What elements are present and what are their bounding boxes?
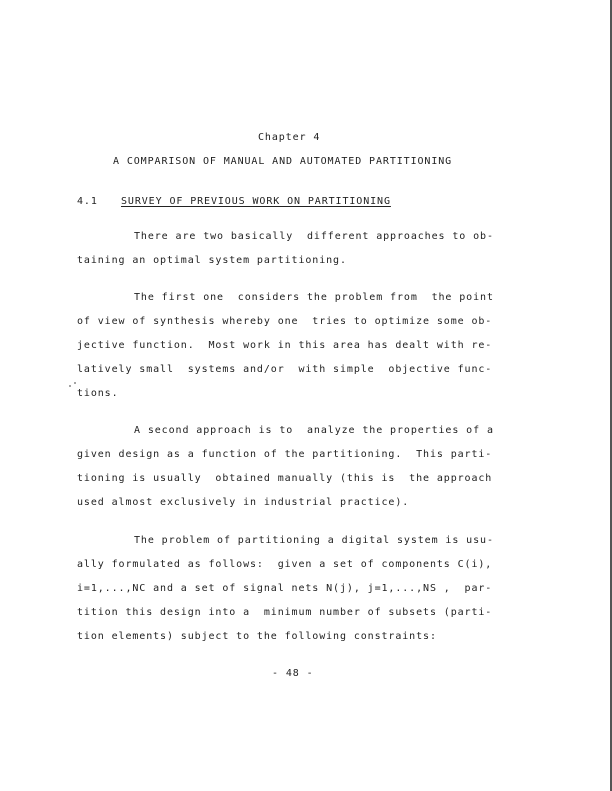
paragraph-4-line-2: ally formulated as follows: given a set of components C(i), — [77, 559, 493, 570]
paragraph-2-line-2: of view of synthesis whereby one tries to optimize some ob- — [77, 316, 493, 327]
paragraph-3-line-1: A second approach is to analyze the properties of a — [134, 425, 494, 436]
paragraph-4-line-1: The problem of partitioning a digital system is usu- — [134, 535, 494, 546]
paragraph-4-line-3: i=1,...,NC and a set of signal nets N(j), j=1,...,NS , par- — [77, 583, 493, 594]
paragraph-2-line-5: tions. — [77, 388, 119, 399]
paragraph-1-line-1: There are two basically different approaches to ob- — [134, 231, 494, 242]
paragraph-3-line-3: tioning is usually obtained manually (this is the approach — [77, 473, 493, 484]
paragraph-4-line-5: tion elements) subject to the following constraints: — [77, 631, 437, 642]
section-title: SURVEY OF PREVIOUS WORK ON PARTITIONING — [121, 196, 391, 207]
paragraph-3-line-4: used almost exclusively in industrial practice). — [77, 497, 410, 508]
paragraph-2-line-1: The first one considers the problem from the point — [134, 292, 494, 303]
paragraph-2-line-4: latively small systems and/or with simple objective func- — [77, 364, 493, 375]
page-number: - 48 - — [272, 668, 314, 679]
paragraph-3-line-2: given design as a function of the partitioning. This parti- — [77, 449, 493, 460]
paragraph-1-line-2: taining an optimal system partitioning. — [77, 255, 347, 266]
scan-speck — [69, 385, 71, 387]
chapter-heading: Chapter 4 — [258, 132, 321, 143]
paragraph-4-line-4: tition this design into a minimum number of subsets (parti- — [77, 607, 493, 618]
chapter-title: A COMPARISON OF MANUAL AND AUTOMATED PARTITIONING — [113, 156, 453, 167]
scan-speck — [74, 382, 76, 384]
section-number: 4.1 — [77, 196, 98, 207]
paragraph-2-line-3: jective function. Most work in this area has dealt with re- — [77, 340, 493, 351]
